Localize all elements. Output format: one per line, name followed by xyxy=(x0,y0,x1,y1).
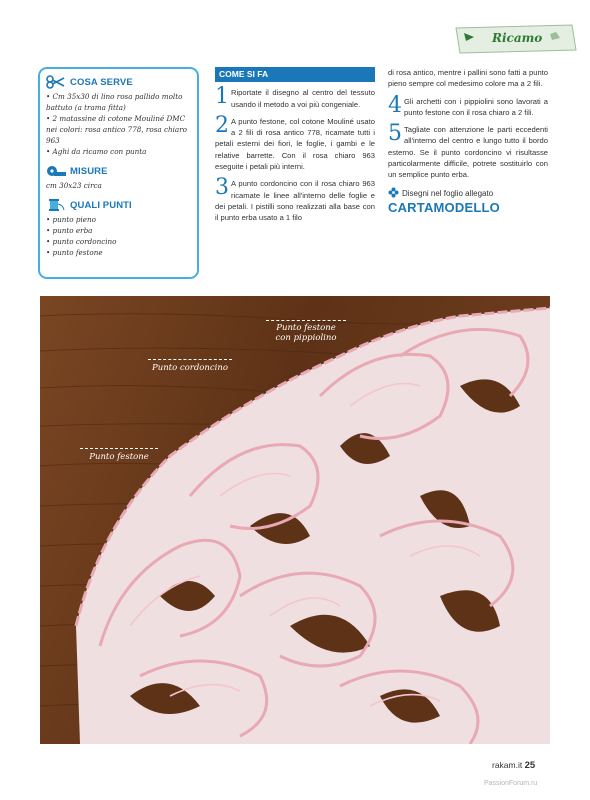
cosa-serve-title: COSA SERVE xyxy=(70,76,133,88)
stitch-item: • punto erba xyxy=(46,226,93,235)
step-number: 3 xyxy=(215,175,229,201)
material-item: • 2 matassine di cotone Mouliné DMC nei colori: rosa antico 778, rosa chiaro 963 xyxy=(46,114,187,145)
step-number: 1 xyxy=(215,84,229,110)
cartamodello-title: CARTAMODELLO xyxy=(388,199,500,215)
material-item: • Cm 35x30 di lino rosa pallido molto battuto (a trama fitta) xyxy=(46,92,183,112)
materials-info-box xyxy=(38,67,199,279)
stitch-item: • punto cordoncino xyxy=(46,237,117,246)
cosa-serve-section xyxy=(46,75,191,157)
instructions-column-left xyxy=(215,67,375,230)
page-number: 25 xyxy=(524,760,536,771)
instruction-step xyxy=(215,175,375,223)
flower-icon xyxy=(388,187,399,201)
quali-punti-section xyxy=(46,198,191,258)
step-text: Riportate il disegno al centro del tessuto usando il metodo a voi più congeniale. xyxy=(231,88,375,109)
label-bracket xyxy=(80,448,158,449)
label-punto-festone-pippiolino: Punto festone con pippiolino xyxy=(275,323,337,343)
misure-section xyxy=(46,164,191,191)
site-name: rakam.it xyxy=(492,760,523,770)
tab-label: Ricamo xyxy=(492,31,543,45)
instruction-step xyxy=(388,121,548,180)
embroidery-illustration xyxy=(40,296,550,744)
material-item: • Aghi da ricamo con punta xyxy=(46,147,147,156)
instruction-step xyxy=(215,84,375,110)
stitch-item: • punto festone xyxy=(46,248,103,257)
step-text: Tagliate con attenzione le parti eccedenti all'interno del centro e lungo tutto il bordo esterno. Se il punto cordoncino vi risultasse particolarmente difficile, potrete sostituirlo con un semplice punto erba. xyxy=(388,125,548,180)
step-number: 2 xyxy=(215,112,229,138)
label-punto-cordoncino: Punto cordoncino xyxy=(152,363,228,373)
stitch-item: • punto pieno xyxy=(46,215,96,224)
tape-measure-icon xyxy=(46,164,66,178)
come-si-fa-heading: COME SI FA xyxy=(215,67,375,82)
page-footer xyxy=(492,760,535,771)
step-continuation: di rosa antico, mentre i pallini sono fatti a punto pieno sempre col medesimo colore ma a 2 fili. xyxy=(388,68,548,89)
pattern-note-text: Disegni nel foglio allegato xyxy=(402,189,494,199)
instruction-step xyxy=(388,92,548,119)
scissors-icon xyxy=(46,75,66,89)
embroidery-photo xyxy=(40,296,550,744)
step-number: 5 xyxy=(388,121,402,147)
instructions-column-right xyxy=(388,67,548,213)
instruction-step xyxy=(215,112,375,172)
watermark: PassionForum.ru xyxy=(484,780,538,787)
step-number: 4 xyxy=(388,92,402,118)
label-punto-festone: Punto festone xyxy=(89,452,149,462)
thread-spool-icon xyxy=(46,198,66,212)
quali-punti-title: QUALI PUNTI xyxy=(70,199,132,211)
section-tab-ricamo xyxy=(452,24,578,54)
pattern-note xyxy=(388,187,548,201)
step-text: A punto festone, col cotone Mouliné usato a 2 fili di rosa antico 778, ricamate tutti i petali esterni dei fiori, le foglie, i gambi e le relative barrette. Con il rosa chiaro 963 eseguite i petali più interni. xyxy=(215,116,375,172)
label-bracket xyxy=(266,320,346,321)
misure-title: MISURE xyxy=(70,165,108,177)
label-bracket xyxy=(148,359,232,360)
step-text: Gli archetti con i pippiolini sono lavorati a punto festone con il rosa chiaro a 2 fili. xyxy=(404,96,548,117)
misure-value: cm 30x23 circa xyxy=(46,181,102,190)
step-text: A punto cordoncino con il rosa chiaro 963 ricamate le linee all'interno delle foglie e dei petali. I pistilli sono realizzati alla base con il punto erba usato a 1 filo xyxy=(215,179,375,223)
